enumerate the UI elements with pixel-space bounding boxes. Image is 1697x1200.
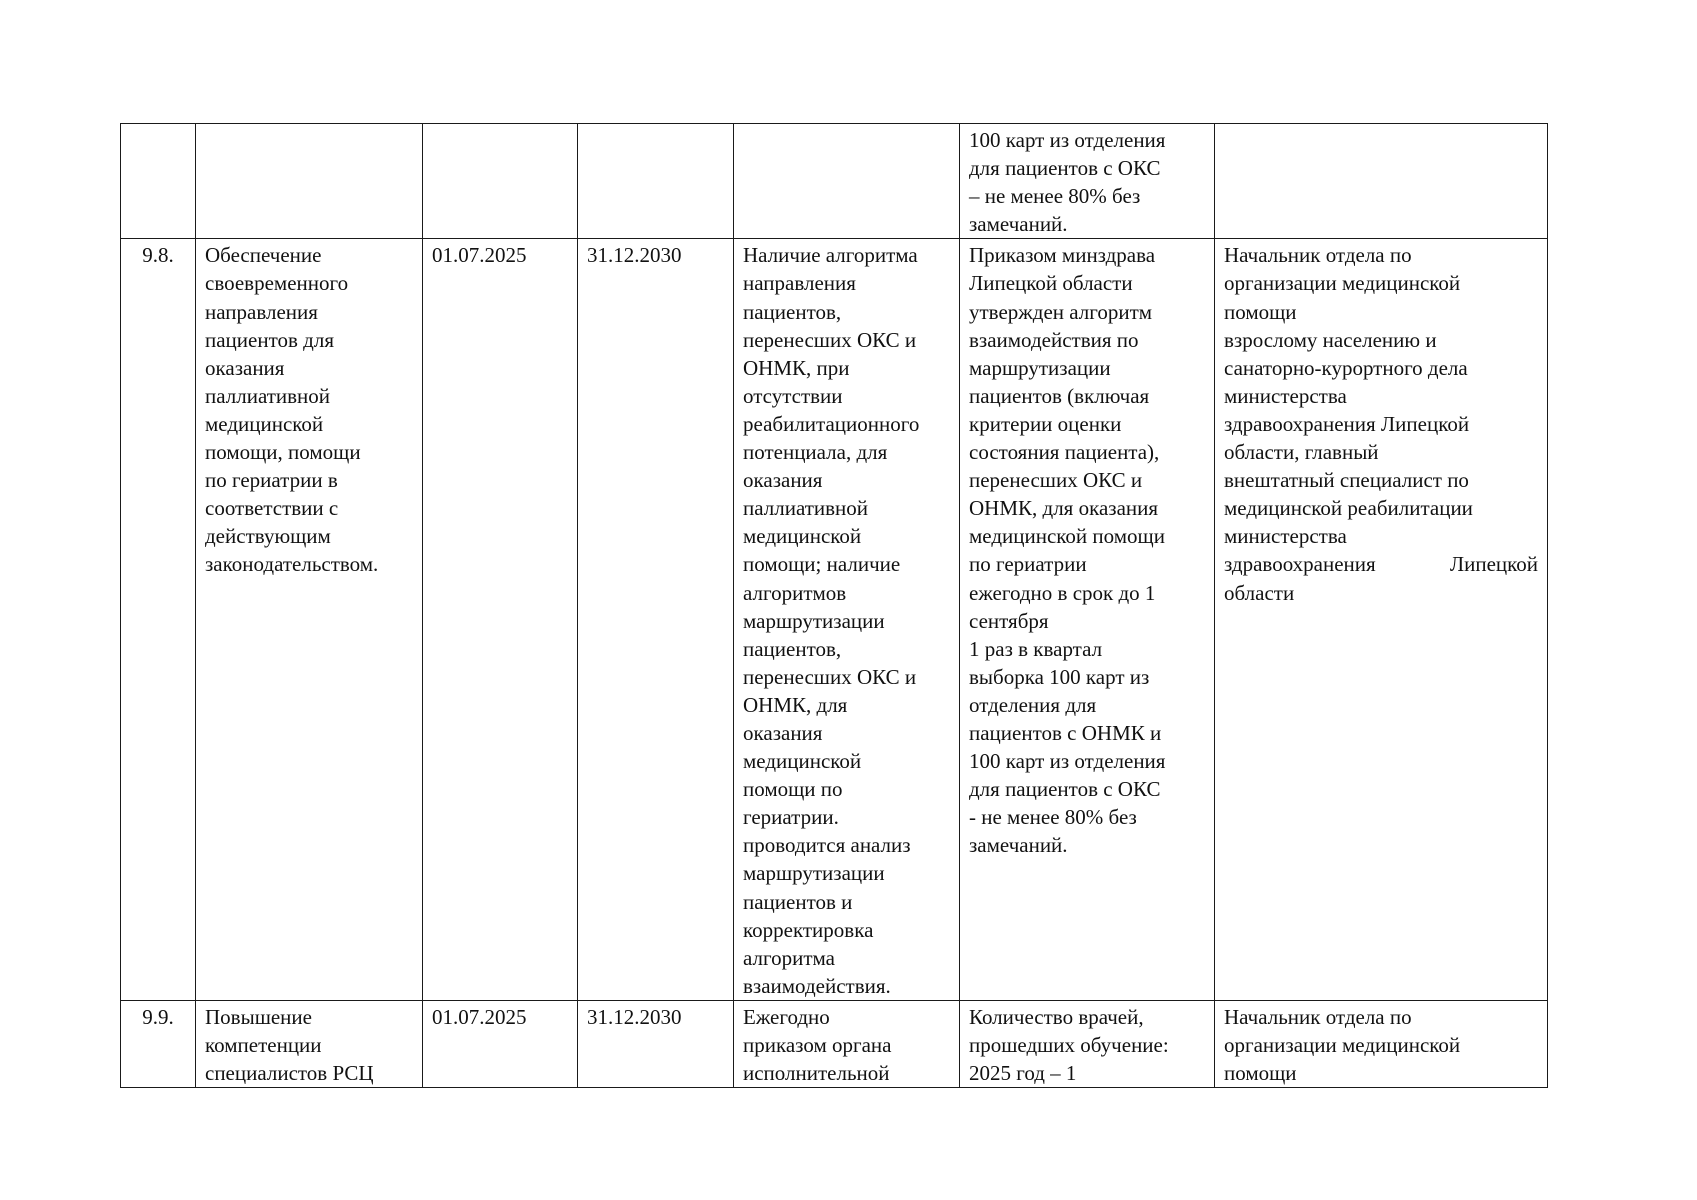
cell-indicator: Приказом минздрава Липецкой области утвержден алгоритм взаимодействия по маршрутизации пациентов (включая критерии оценки состояния пациента), перенесших ОКС и ОНМК, для оказания медицинской помощи по гериатрии ежегодно в срок до 1 сентября 1 раз в квартал выборка 100 карт из отделения для пациентов с ОНМК и 100 карт из отделения для пациентов с ОКС - не менее 80% без замечаний. bbox=[960, 239, 1215, 1001]
cell-measure: Повышение компетенции специалистов РСЦ bbox=[196, 1000, 423, 1087]
cell-measure bbox=[196, 124, 423, 239]
cell-responsible bbox=[1215, 124, 1548, 239]
cell-end-date: 31.12.2030 bbox=[578, 1000, 734, 1087]
responsible-justified-line bbox=[1224, 550, 1538, 578]
responsible-tail: области bbox=[1224, 580, 1295, 605]
responsible-word: Липецкой bbox=[1449, 552, 1538, 577]
cell-start-date: 01.07.2025 bbox=[423, 1000, 578, 1087]
table-row bbox=[121, 124, 1548, 239]
cell-responsible: Начальник отдела по организации медицинской помощи взрослому населению и санаторно-курортного дела министерства здравоохранения Липецкой области, главный внештатный специалист по медицинской реабилитации министерства здравоохранения Липецкой области bbox=[1215, 239, 1548, 1001]
cell-start-date bbox=[423, 124, 578, 239]
cell-result: Ежегодно приказом органа исполнительной bbox=[734, 1000, 960, 1087]
cell-end-date: 31.12.2030 bbox=[578, 239, 734, 1001]
cell-measure: Обеспечение своевременного направления пациентов для оказания паллиативной медицинской помощи, помощи по гериатрии в соответствии с действующим законодательством. bbox=[196, 239, 423, 1001]
table-row bbox=[121, 1000, 1548, 1087]
table-row bbox=[121, 239, 1548, 1001]
cell-responsible: Начальник отдела по организации медицинской помощи bbox=[1215, 1000, 1548, 1087]
cell-number: 9.9. bbox=[121, 1000, 196, 1087]
cell-end-date bbox=[578, 124, 734, 239]
cell-start-date: 01.07.2025 bbox=[423, 239, 578, 1001]
cell-number bbox=[121, 124, 196, 239]
cell-indicator: Количество врачей, прошедших обучение: 2025 год – 1 bbox=[960, 1000, 1215, 1087]
cell-number: 9.8. bbox=[121, 239, 196, 1001]
responsible-word: здравоохранения bbox=[1224, 552, 1376, 577]
cell-indicator: 100 карт из отделения для пациентов с ОКС – не менее 80% без замечаний. bbox=[960, 124, 1215, 239]
cell-result bbox=[734, 124, 960, 239]
measures-table bbox=[120, 123, 1548, 1088]
cell-result: Наличие алгоритма направления пациентов, перенесших ОКС и ОНМК, при отсутствии реабилитационного потенциала, для оказания паллиативной медицинской помощи; наличие алгоритмов маршрутизации пациентов, перенесших ОКС и ОНМК, для оказания медицинской помощи по гериатрии. проводится анализ маршрутизации пациентов и корректировка алгоритма взаимодействия. bbox=[734, 239, 960, 1001]
